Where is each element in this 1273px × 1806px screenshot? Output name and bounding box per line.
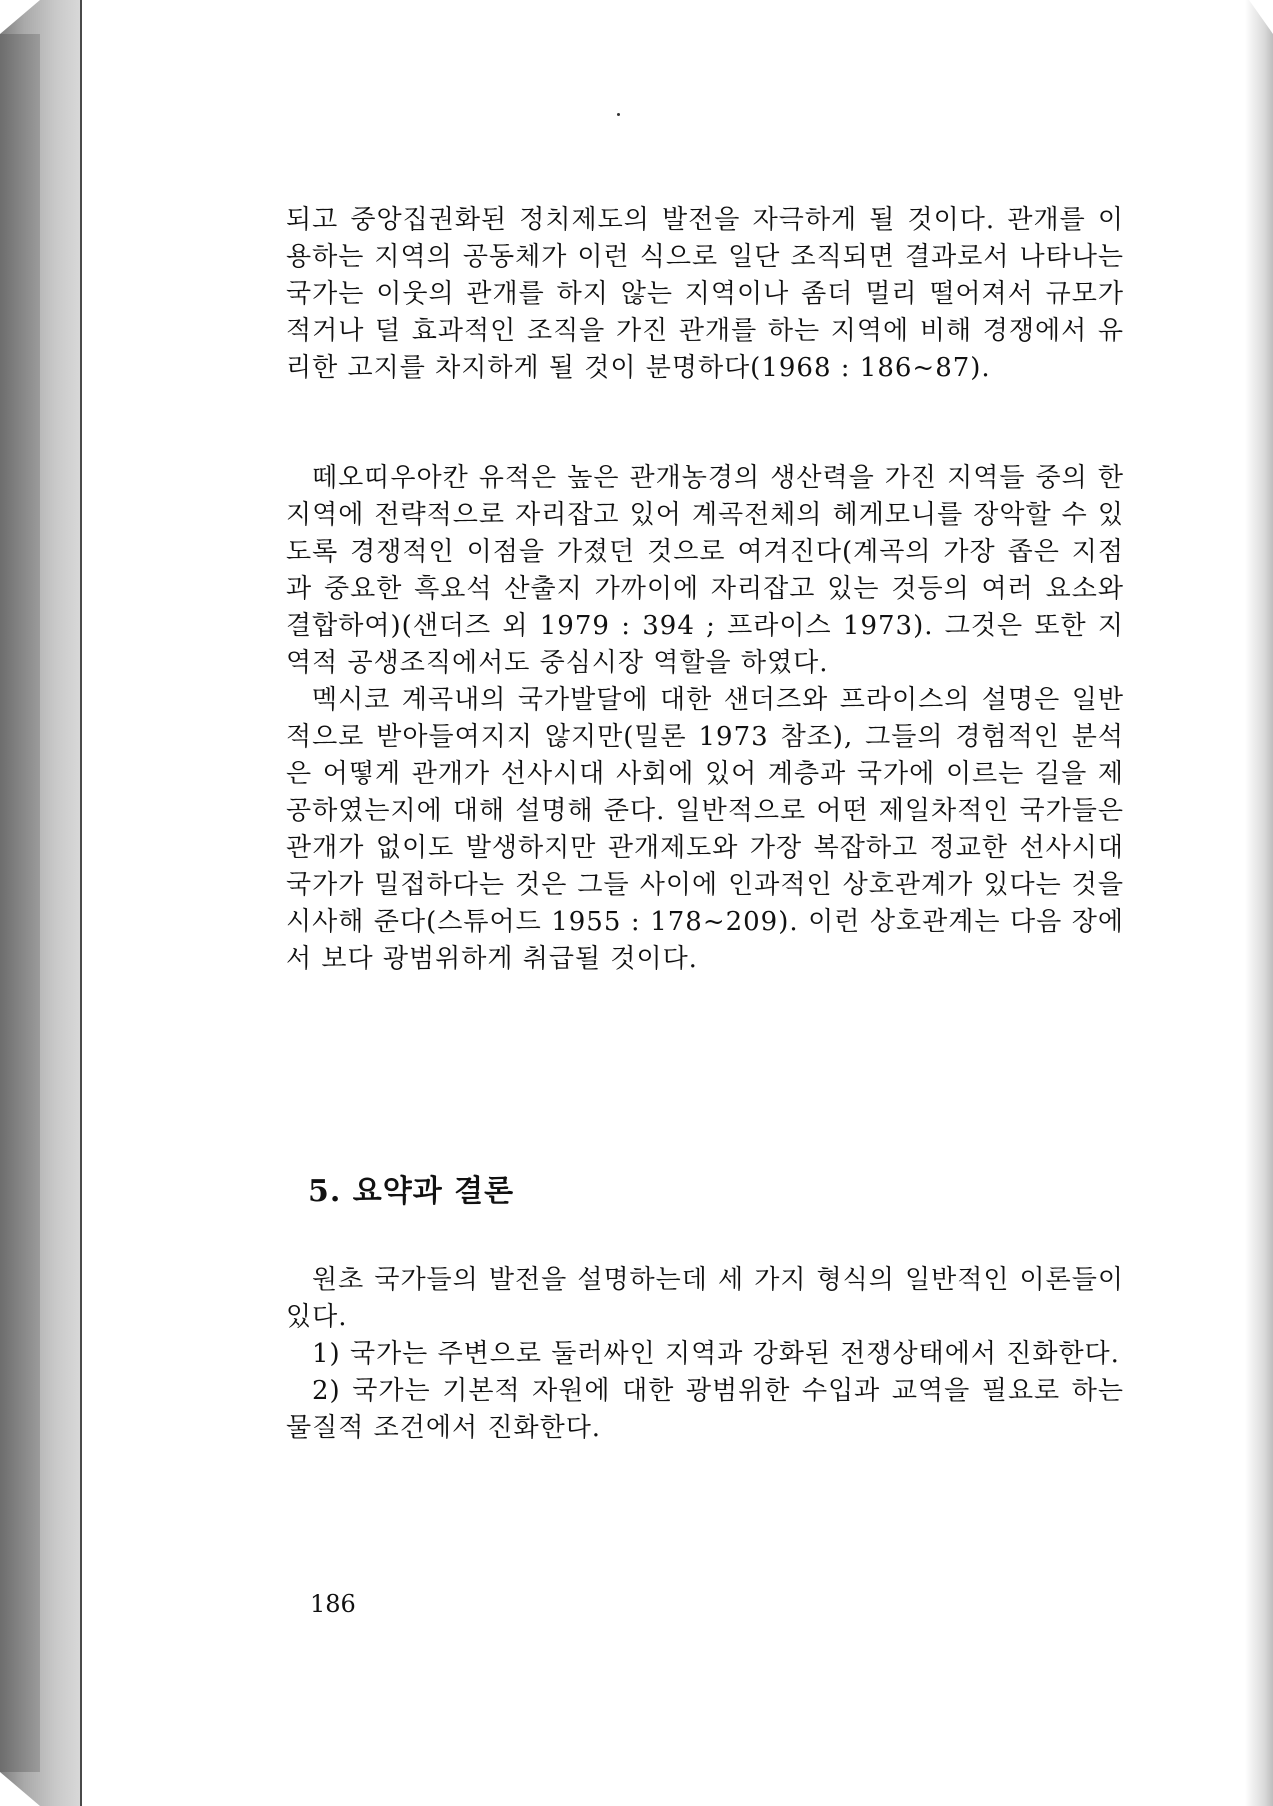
list-item: 1) 국가는 주변으로 둘러싸인 지역과 강화된 전쟁상태에서 진화한다.	[312, 1339, 1120, 1369]
page-speck	[617, 113, 620, 116]
paragraph: 되고 중앙집권화된 정치제도의 발전을 자극하게 될 것이다. 관개를 이용하는 지역의 공동체가 이런 식으로 일단 조직되면 결과로서 나타나는 국가는 이웃의 관개를 하지 않는 지역이나 좀더 멀리 떨어져서 규모가 적거나 덜 효과적인 조직을 가진 관개를 하는 지역에 비해 경쟁에서 유리한 고지를 차지하게 될 것이 분명하다(1968 : 186~87).	[286, 205, 1124, 383]
list-item: 2) 국가는 기본적 자원에 대한 광범위한 수입과 교역을 필요로 하는 물질적 조건에서 진화한다.	[286, 1376, 1124, 1443]
text-block-top	[286, 202, 1124, 387]
text-block-bottom	[286, 1262, 1124, 1447]
page-number: 186	[310, 1590, 356, 1618]
paragraph: 멕시코 계곡내의 국가발달에 대한 샌더즈와 프라이스의 설명은 일반적으로 받아들여지지 않지만(밀론 1973 참조), 그들의 경험적인 분석은 어떻게 관개가 선사시대 사회에 있어 계층과 국가에 이르는 길을 제공하였는지에 대해 설명해 준다. 일반적으로 어떤 제일차적인 국가들은 관개가 없이도 발생하지만 관개제도와 가장 복잡하고 정교한 선사시대 국가가 밀접하다는 것은 그들 사이에 인과적인 상호관계가 있다는 것을 시사해 준다(스튜어드 1955 : 178~209). 이런 상호관계는 다음 장에서 보다 광범위하게 취급될 것이다.	[286, 685, 1124, 974]
page-edge-shadow	[1245, 0, 1273, 1806]
text-block-middle	[286, 460, 1124, 978]
section-heading: 5. 요약과 결론	[308, 1174, 515, 1209]
book-spine-shadow	[0, 34, 40, 1772]
paragraph: 떼오띠우아칸 유적은 높은 관개농경의 생산력을 가진 지역들 중의 한 지역에 전략적으로 자리잡고 있어 계곡전체의 헤게모니를 장악할 수 있도록 경쟁적인 이점을 가졌던 것으로 여겨진다(계곡의 가장 좁은 지점과 중요한 흑요석 산출지 가까이에 자리잡고 있는 것등의 여러 요소와 결합하여)(샌더즈 외 1979 : 394 ; 프라이스 1973). 그것은 또한 지역적 공생조직에서도 중심시장 역할을 하였다.	[286, 463, 1124, 678]
paragraph: 원초 국가들의 발전을 설명하는데 세 가지 형식의 일반적인 이론들이 있다.	[286, 1265, 1124, 1332]
